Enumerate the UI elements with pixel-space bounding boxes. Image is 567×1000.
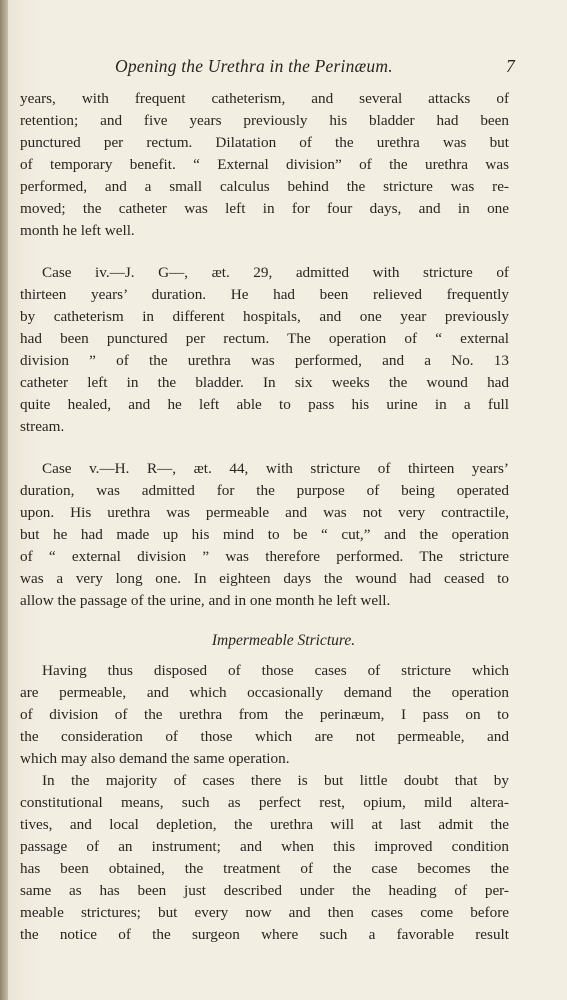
text-line: In the majority of cases there is but little doubt that by: [42, 772, 509, 789]
page-number: 7: [506, 56, 515, 76]
text-line: was a very long one. In eighteen days the wound had ceased to: [20, 570, 509, 587]
text-line: retention; and five years previously his bladder had been: [20, 112, 509, 129]
text-line: but he had made up his mind to be “ cut,” and the operation: [20, 526, 509, 543]
text-line: of division of the urethra from the perinæum, I pass on to: [20, 706, 509, 723]
text-line: years, with frequent catheterism, and several attacks of: [20, 90, 509, 107]
text-line: which may also demand the same operation.: [20, 750, 290, 767]
text-line: tives, and local depletion, the urethra will at last admit the: [20, 816, 509, 833]
paragraph-case-iv: [20, 262, 509, 438]
text-line: meable strictures; but every now and then cases come before: [20, 904, 509, 921]
text-line: has been obtained, the treatment of the case becomes the: [20, 860, 509, 877]
text-line: division ” of the urethra was performed, and a No. 13: [20, 352, 509, 369]
text-line: duration, was admitted for the purpose of being operated: [20, 482, 509, 499]
text-line: performed, and a small calculus behind the stricture was re-: [20, 178, 509, 195]
text-line: moved; the catheter was left in for four days, and in one: [20, 200, 509, 217]
text-line: of temporary benefit. “ External division” of the urethra was: [20, 156, 509, 173]
text-line: Case iv.—J. G—, æt. 29, admitted with stricture of: [42, 264, 509, 281]
text-line: constitutional means, such as perfect rest, opium, mild altera-: [20, 794, 509, 811]
page-gutter: [0, 0, 8, 1000]
text-line: by catheterism in different hospitals, and one year previously: [20, 308, 509, 325]
text-line: thirteen years’ duration. He had been relieved frequently: [20, 286, 509, 303]
paragraph-case-v: [20, 458, 509, 612]
text-line: passage of an instrument; and when this improved condition: [20, 838, 509, 855]
text-line: Case v.—H. R—, æt. 44, with stricture of thirteen years’: [42, 460, 509, 477]
text-line: same as has been just described under the heading of per-: [20, 882, 509, 899]
text-line: of “ external division ” was therefore performed. The stricture: [20, 548, 509, 565]
text-line: quite healed, and he left able to pass his urine in a full: [20, 396, 509, 413]
text-line: punctured per rectum. Dilatation of the urethra was but: [20, 134, 509, 151]
text-line: are permeable, and which occasionally demand the operation: [20, 684, 509, 701]
text-line: Having thus disposed of those cases of stricture which: [42, 662, 509, 679]
paragraph-majority-of-cases: [20, 770, 509, 946]
text-line: upon. His urethra was permeable and was not very contractile,: [20, 504, 509, 521]
paragraph-1: [20, 88, 509, 242]
text-line: catheter left in the bladder. In six weeks the wound had: [20, 374, 509, 391]
running-head-title: Opening the Urethra in the Perinæum.: [115, 56, 393, 76]
text-line: the notice of the surgeon where such a favorable result: [20, 926, 509, 943]
text-line: had been punctured per rectum. The operation of “ external: [20, 330, 509, 347]
section-subheading: Impermeable Stricture.: [211, 632, 356, 649]
text-line: allow the passage of the urine, and in one month he left well.: [20, 592, 391, 609]
paragraph-impermeable-intro: [20, 660, 509, 770]
text-line: the consideration of those which are not permeable, and: [20, 728, 509, 745]
text-line: month he left well.: [20, 222, 135, 239]
text-line: stream.: [20, 418, 65, 435]
